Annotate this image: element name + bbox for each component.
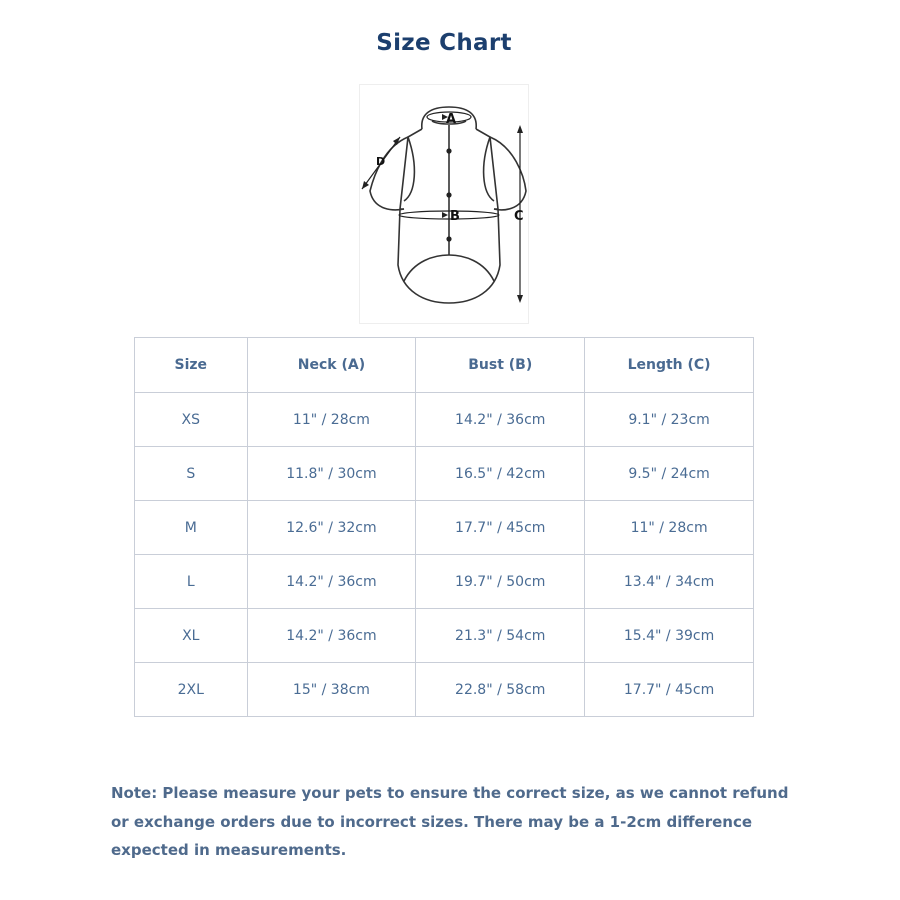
cell-size: S [135, 447, 248, 501]
cell-bust: 14.2" / 36cm [416, 393, 585, 447]
table-row [135, 393, 754, 447]
cell-size: 2XL [135, 663, 248, 717]
label-d: D [376, 155, 386, 168]
header-length: Length (C) [585, 338, 754, 393]
label-c: C [514, 209, 524, 224]
cell-bust: 21.3" / 54cm [416, 609, 585, 663]
cell-length: 11" / 28cm [585, 501, 754, 555]
header-size: Size [135, 338, 248, 393]
cell-neck: 11" / 28cm [247, 393, 416, 447]
cell-bust: 22.8" / 58cm [416, 663, 585, 717]
cell-length: 9.1" / 23cm [585, 393, 754, 447]
cell-neck: 11.8" / 30cm [247, 447, 416, 501]
cell-length: 13.4" / 34cm [585, 555, 754, 609]
hoodie-illustration [360, 85, 528, 323]
table-row [135, 501, 754, 555]
table-row [135, 609, 754, 663]
cell-bust: 16.5" / 42cm [416, 447, 585, 501]
cell-neck: 12.6" / 32cm [247, 501, 416, 555]
header-bust: Bust (B) [416, 338, 585, 393]
page-title: Size Chart [376, 30, 512, 56]
cell-length: 9.5" / 24cm [585, 447, 754, 501]
label-a: A [446, 112, 457, 127]
header-neck: Neck (A) [247, 338, 416, 393]
cell-size: M [135, 501, 248, 555]
garment-measurement-diagram [359, 84, 529, 324]
cell-bust: 17.7" / 45cm [416, 501, 585, 555]
size-table [134, 337, 754, 717]
table-row [135, 447, 754, 501]
label-b: B [450, 209, 460, 224]
table-row [135, 555, 754, 609]
cell-bust: 19.7" / 50cm [416, 555, 585, 609]
cell-size: XS [135, 393, 248, 447]
cell-length: 17.7" / 45cm [585, 663, 754, 717]
sizing-note: Note: Please measure your pets to ensure the correct size, as we cannot refund or exchange orders due to incorrect sizes. There may be a 1-2cm difference expected in measurements. [111, 784, 789, 859]
cell-neck: 14.2" / 36cm [247, 609, 416, 663]
cell-size: L [135, 555, 248, 609]
table-header-row [135, 338, 754, 393]
cell-length: 15.4" / 39cm [585, 609, 754, 663]
table-row [135, 663, 754, 717]
cell-neck: 14.2" / 36cm [247, 555, 416, 609]
cell-neck: 15" / 38cm [247, 663, 416, 717]
cell-size: XL [135, 609, 248, 663]
